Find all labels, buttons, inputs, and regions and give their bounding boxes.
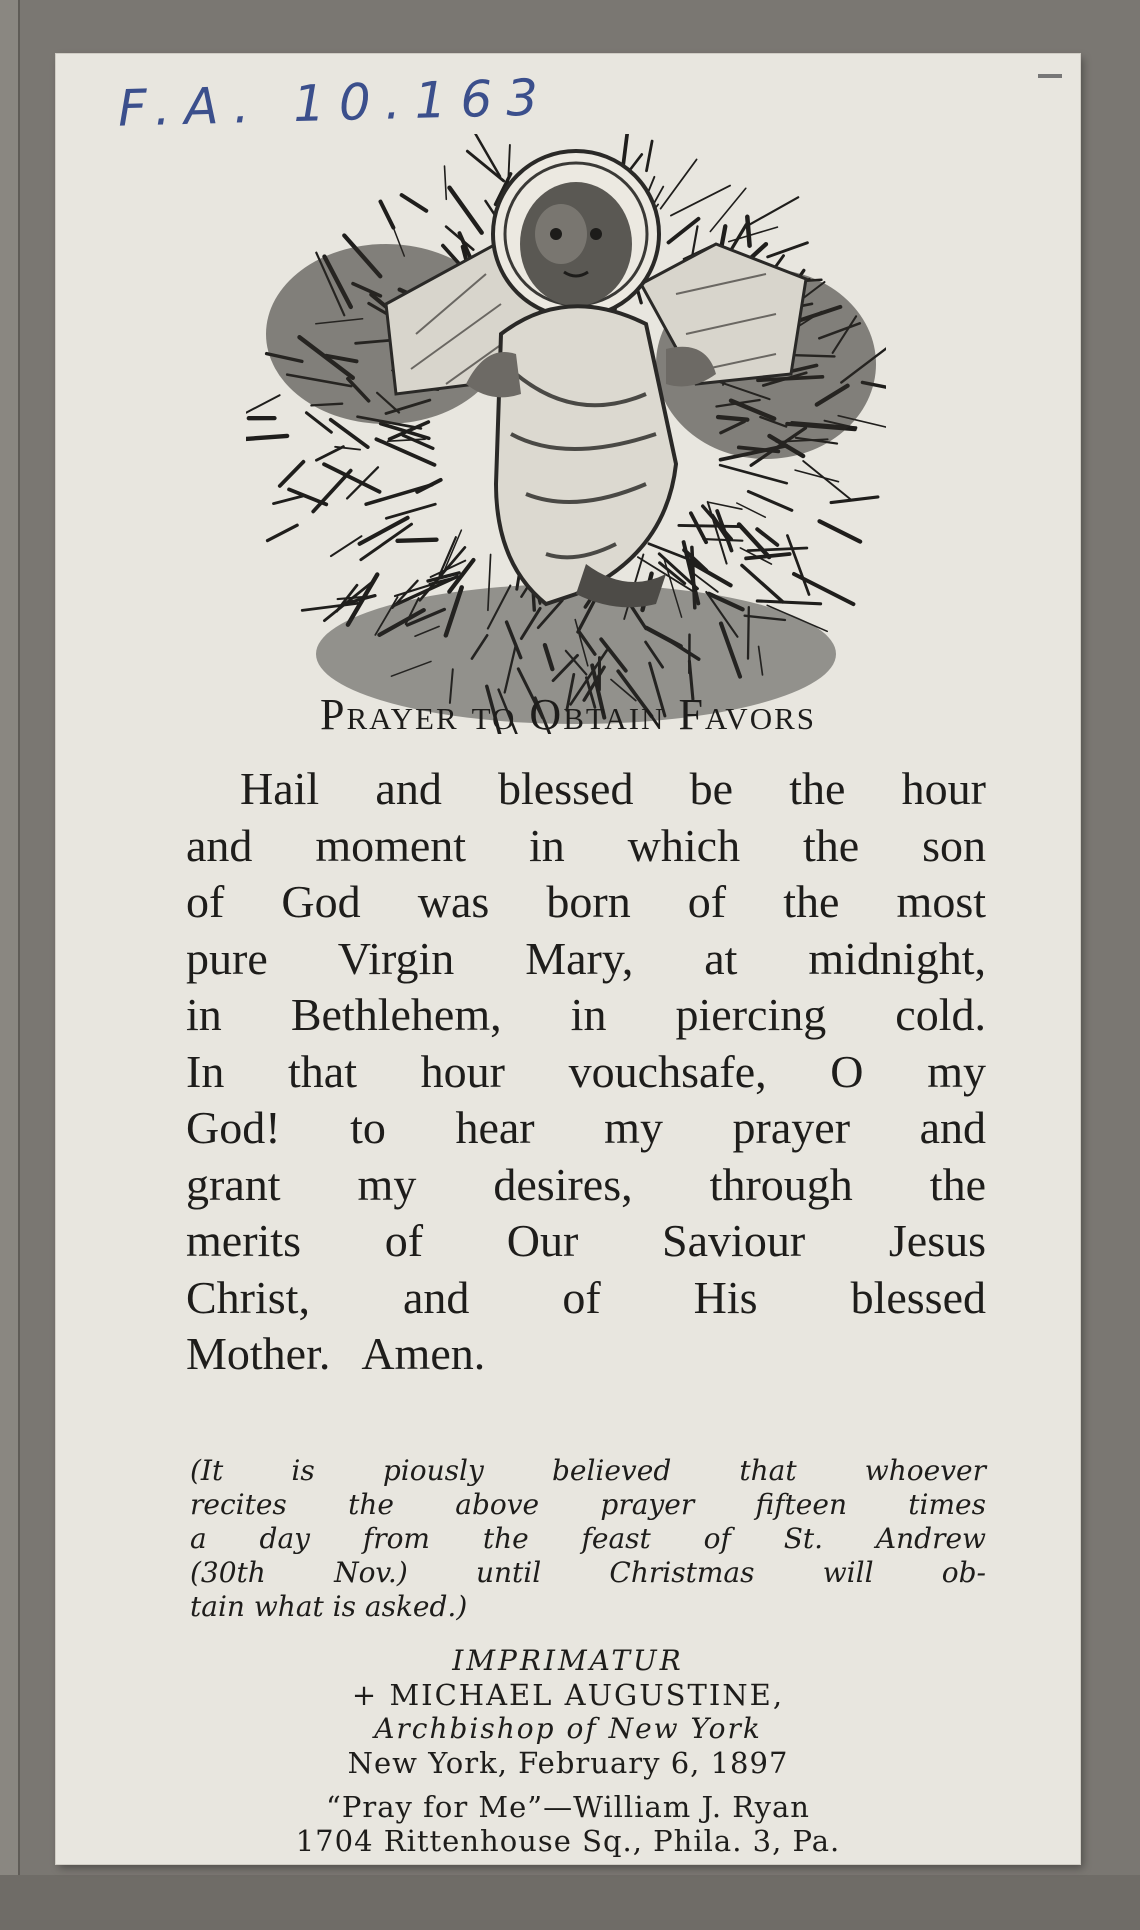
straw-stroke (671, 186, 730, 216)
straw-stroke (474, 134, 500, 176)
infant-jesus-in-manger-icon (246, 134, 886, 734)
prayer-line: in Bethlehem, in piercing cold. (186, 989, 986, 1040)
straw-stroke (720, 465, 787, 483)
prayer-line: merits of Our Saviour Jesus (186, 1215, 986, 1266)
prayer-line: of God was born of the most (186, 876, 986, 927)
straw-stroke (324, 464, 379, 492)
straw-stroke (679, 525, 740, 526)
straw-stroke (246, 436, 287, 440)
straw-stroke (787, 536, 809, 595)
straw-stroke (445, 166, 447, 199)
straw-stroke (748, 492, 791, 511)
straw-stroke (747, 217, 749, 246)
note-line: recites the above prayer fifteen times (190, 1488, 986, 1521)
prayer-line: Mother. Amen. (186, 1328, 486, 1379)
straw-stroke (745, 197, 799, 227)
mount-board-edge (0, 0, 20, 1930)
prayer-card (56, 54, 1080, 1864)
straw-stroke (757, 529, 777, 545)
straw-stroke (703, 539, 742, 541)
imprimatur-date: New York, February 6, 1897 (347, 1746, 789, 1780)
prayer-line: Christ, and of His blessed (186, 1271, 986, 1323)
straw-stroke (331, 536, 362, 556)
straw-stroke (794, 574, 853, 604)
straw-stroke (669, 219, 699, 243)
straw-stroke (647, 141, 653, 171)
straw-stroke (417, 480, 441, 492)
prayer-line: Hail and blessed be the hour (240, 763, 986, 814)
straw-stroke (268, 525, 298, 540)
prayer-line: In that hour vouchsafe, O my (186, 1045, 986, 1097)
mount-board-bottom (0, 1875, 1140, 1930)
indulgence-note (190, 1454, 986, 1624)
prayer-line: God! to hear my prayer and (186, 1102, 986, 1153)
imprimatur-office: Archbishop of New York (374, 1712, 762, 1745)
straw-stroke (376, 439, 434, 465)
straw-stroke (274, 496, 303, 504)
imprimatur-name: + MICHAEL AUGUSTINE, (351, 1678, 785, 1712)
straw-stroke (748, 548, 807, 551)
straw-stroke (398, 540, 437, 541)
straw-stroke (742, 565, 783, 602)
straw-stroke (302, 603, 358, 610)
prayer-text (186, 761, 986, 1383)
straw-stroke (691, 513, 706, 542)
straw-stroke (450, 188, 482, 233)
note-line: tain what is asked.) (190, 1590, 468, 1623)
straw-stroke (246, 395, 280, 413)
pencil-mark (1038, 74, 1062, 78)
straw-stroke (402, 195, 427, 211)
straw-stroke (820, 521, 861, 541)
publisher-line: “Pray for Me”—William J. Ryan (326, 1790, 810, 1824)
prayer-title: Prayer to Obtain Favors (319, 690, 816, 739)
handwritten-inventory-number: F.A. 10.163 (117, 68, 553, 138)
straw-stroke (661, 160, 697, 209)
straw-stroke (739, 524, 769, 557)
straw-stroke (316, 447, 343, 461)
prayer-line: grant my desires, through the (186, 1158, 986, 1210)
note-line: (30th Nov.) until Christmas will ob- (190, 1556, 986, 1589)
straw-stroke (803, 461, 852, 500)
straw-stroke (768, 243, 808, 257)
imprimatur-heading: IMPRIMATUR (452, 1644, 684, 1677)
straw-stroke (307, 413, 332, 432)
prayer-line: pure Virgin Mary, at midnight, (186, 932, 986, 984)
prayer-line: and moment in which the son (186, 819, 986, 871)
straw-stroke (737, 503, 766, 517)
straw-stroke (280, 462, 304, 486)
straw-stroke (443, 530, 462, 575)
straw-stroke (386, 504, 435, 518)
straw-stroke (381, 202, 394, 228)
straw-stroke (710, 188, 746, 231)
straw-stroke (757, 601, 820, 604)
note-line: a day from the feast of St. Andrew (190, 1522, 986, 1555)
straw-stroke (467, 151, 503, 181)
note-line: (It is piously believed that whoever (190, 1454, 986, 1487)
publisher-address: 1704 Rittenhouse Sq., Phila. 3, Pa. (295, 1824, 841, 1858)
straw-stroke (831, 497, 878, 503)
straw-stroke (331, 420, 368, 447)
